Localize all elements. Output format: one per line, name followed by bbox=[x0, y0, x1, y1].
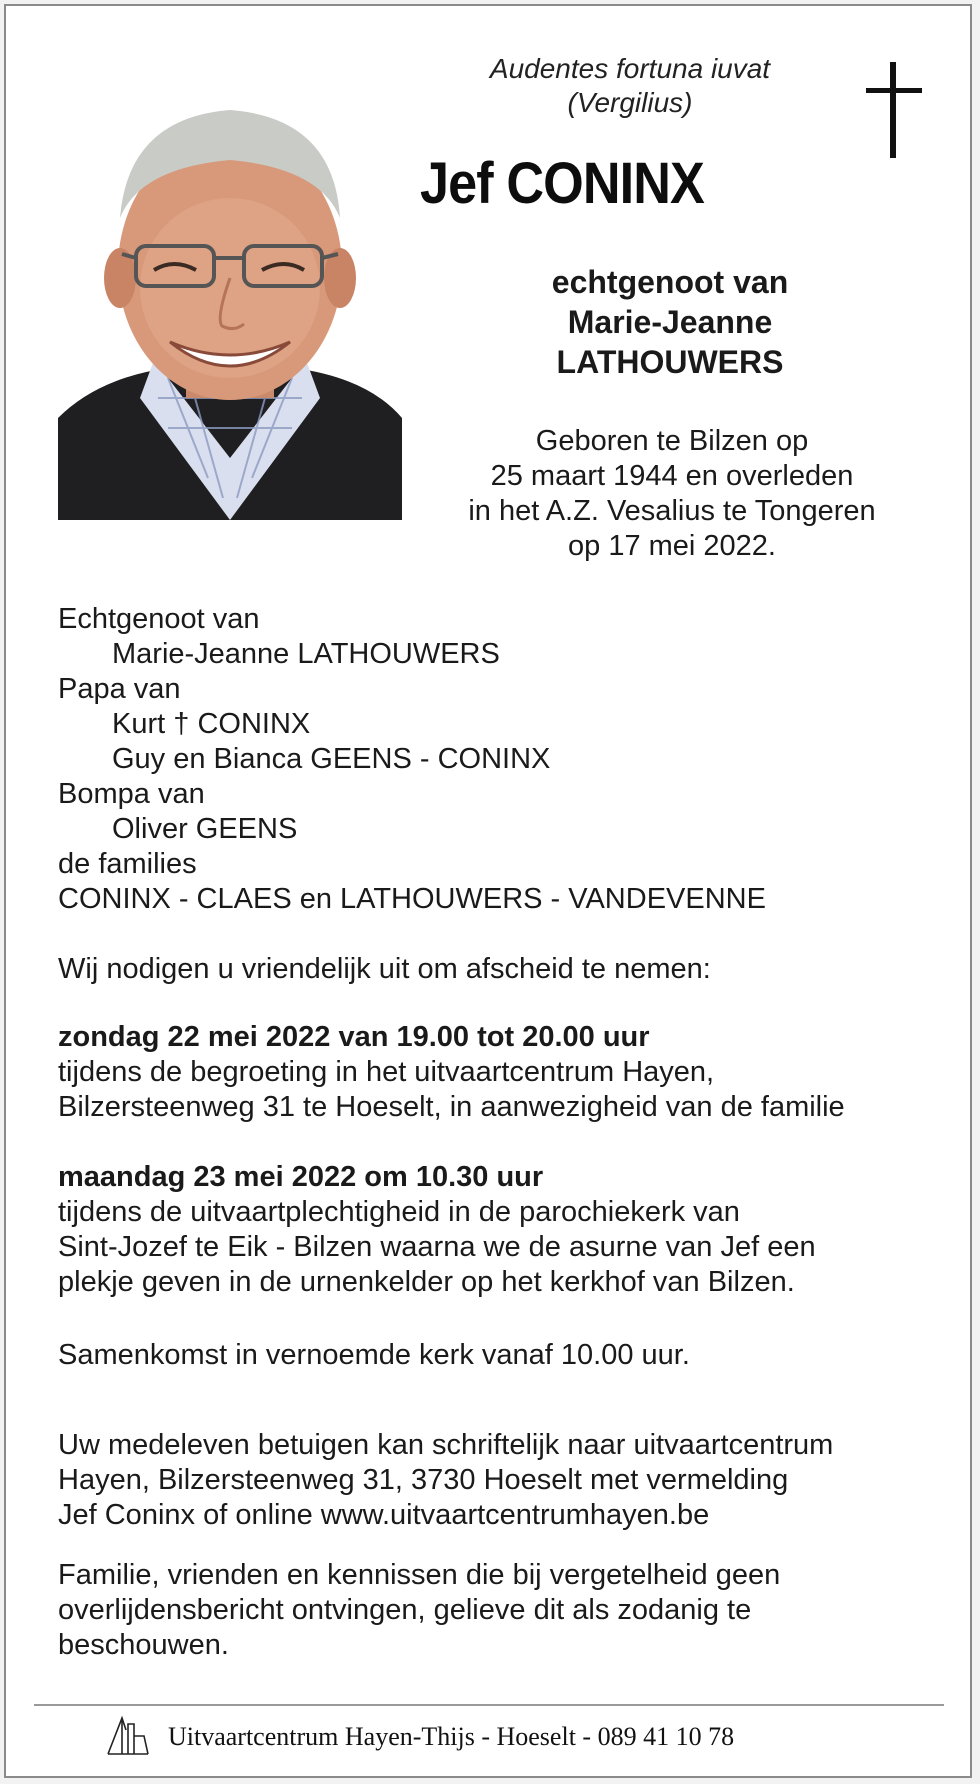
spouse-heading-lastname: LATHOUWERS bbox=[556, 344, 784, 380]
spouse-heading-label: echtgenoot van bbox=[551, 264, 789, 300]
visitation-line: Bilzersteenweg 31 te Hoeselt, in aanwezigheid van de familie bbox=[58, 1091, 845, 1123]
visitation-line: tijdens de begroeting in het uitvaartcentrum Hayen, bbox=[58, 1056, 715, 1088]
birth-death-info bbox=[442, 424, 902, 564]
condolence-line: Hayen, Bilzersteenweg 31, 3730 Hoeselt met vermelding bbox=[58, 1464, 789, 1496]
birth-date-line: 25 maart 1944 en overleden bbox=[490, 460, 854, 492]
death-place-line: in het A.Z. Vesalius te Tongeren bbox=[468, 495, 876, 527]
funeral-line: Sint-Jozef te Eik - Bilzen waarna we de asurne van Jef een bbox=[58, 1231, 816, 1263]
families-names: CONINX - CLAES en LATHOUWERS - VANDEVENNE bbox=[58, 883, 766, 915]
condolence-line: Jef Coninx of online www.uitvaartcentrumhayen.be bbox=[58, 1499, 710, 1531]
notice-line: Familie, vrienden en kennissen die bij vergetelheid geen bbox=[58, 1559, 781, 1591]
gathering-text: Samenkomst in vernoemde kerk vanaf 10.00 uur. bbox=[58, 1339, 690, 1371]
child-entry bbox=[58, 707, 766, 742]
funeral-heading: maandag 23 mei 2022 om 10.30 uur bbox=[58, 1161, 544, 1193]
funeral-home-logo-icon bbox=[104, 1710, 152, 1758]
spouse-label: Echtgenoot van bbox=[58, 603, 260, 635]
funeral-line: tijdens de uitvaartplechtigheid in de parochiekerk van bbox=[58, 1196, 740, 1228]
child-first-name: Kurt bbox=[112, 708, 166, 740]
motto-quote: Audentes fortuna iuvat bbox=[489, 53, 771, 84]
family-list bbox=[58, 602, 766, 917]
motto-author: (Vergilius) bbox=[567, 87, 693, 118]
footer-divider bbox=[34, 1704, 944, 1706]
funeral-home-footer: Uitvaartcentrum Hayen-Thijs - Hoeselt - 089 41 10 78 bbox=[168, 1722, 735, 1751]
grandchildren-label: Bompa van bbox=[58, 778, 205, 810]
notice-line: overlijdensbericht ontvingen, gelieve dit als zodanig te bbox=[58, 1594, 752, 1626]
condolence-text bbox=[58, 1428, 833, 1533]
notice-text bbox=[58, 1558, 780, 1663]
birth-line: Geboren te Bilzen op bbox=[535, 425, 809, 457]
spouse-name: Marie-Jeanne LATHOUWERS bbox=[112, 638, 500, 670]
motto bbox=[430, 52, 830, 120]
child-last-name: CONINX bbox=[197, 708, 311, 740]
portrait-illustration bbox=[58, 98, 402, 520]
spouse-heading bbox=[500, 262, 840, 382]
portrait-photo bbox=[58, 98, 402, 520]
funeral-event bbox=[58, 1160, 816, 1300]
invitation-text: Wij nodigen u vriendelijk uit om afscheid te nemen: bbox=[58, 953, 711, 985]
logo-drawing bbox=[104, 1710, 152, 1758]
child-entry: Guy en Bianca GEENS - CONINX bbox=[112, 743, 551, 775]
cross-icon bbox=[890, 62, 896, 158]
deceased-cross-icon: † bbox=[173, 708, 190, 740]
cross-icon-bar bbox=[866, 88, 922, 93]
children-label: Papa van bbox=[58, 673, 181, 705]
funeral-line: plekje geven in de urnenkelder op het kerkhof van Bilzen. bbox=[58, 1266, 795, 1298]
families-label: de families bbox=[58, 848, 197, 880]
condolence-line: Uw medeleven betuigen kan schriftelijk naar uitvaartcentrum bbox=[58, 1429, 834, 1461]
grandchild-entry: Oliver GEENS bbox=[112, 813, 298, 845]
death-date-line: op 17 mei 2022. bbox=[568, 530, 776, 562]
deceased-name: Jef CONINX bbox=[420, 151, 704, 216]
visitation-heading: zondag 22 mei 2022 van 19.00 tot 20.00 uur bbox=[58, 1021, 650, 1053]
spouse-heading-firstname: Marie-Jeanne bbox=[567, 304, 773, 340]
visitation-event bbox=[58, 1020, 845, 1125]
notice-line: beschouwen. bbox=[58, 1629, 229, 1661]
